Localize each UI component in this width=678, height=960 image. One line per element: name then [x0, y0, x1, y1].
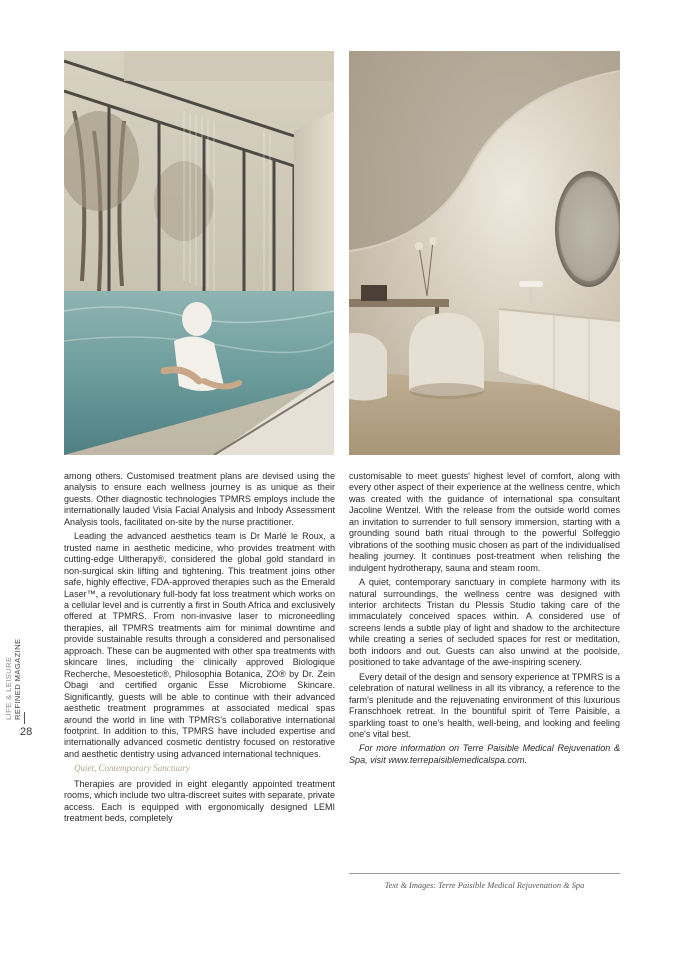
left-column — [64, 471, 335, 828]
magazine-name: REFINED MAGAZINE — [13, 638, 22, 720]
right-column — [349, 471, 620, 769]
paragraph: A quiet, contemporary sanctuary in complete harmony with its natural surroundings, the wellness centre was designed with interior architects Tristan du Plessis Studio taking care of the immaculately conceived spaces within. A considered use of screens lends a subtle play of light and shadow to the architecture while creating a series of secluded spaces for rest or meditation, both indoors and out. Guests can also unwind at the poolside, positioned to take advantage of the awe-inspiring scenery. — [349, 577, 620, 668]
paragraph: Leading the advanced aesthetics team is Dr Marlé le Roux, a trusted name in aesthetic medicine, who provides treatment with cutting-edge Ultherapy®, considered the global gold standard in non-surgical skin lifting and tightening. This treatment joins other safe, highly effective, FDA-approved therapies such as the Emerald Laser™, a revolutionary full-body fat loss treatment which works on a cellular level and is currently a first in South Africa and exclusively offered at TPMRS. From non-invasive laser to microneedling therapies, all TPMRS treatments aim for minimal downtime and provide sustainable results through a considered and personalised approach. These can be augmented with other spa treatments with skincare lines, including the clinically approved Biologique Recherche, Mesoestetic®, Philosophia Botanica, ZO® by Dr. Zein Obagi and certified organic Esse Microbiome Skincare. Significantly, guests will be able to continue with their advanced aesthetic treatment programmes at associated medical spas around the world in line with TPMRS's collaborative international footprint. In addition to this, TPMRS have included expertise and internationally advanced cosmetic dentistry focused on restorative and aesthetic dentistry using advanced international techniques. — [64, 531, 335, 759]
page-number: 28 — [20, 726, 33, 738]
paragraph: among others. Customised treatment plans are devised using the analysis to ensure each wellness journey is as unique as their guests. Other diagnostic technologies TPMRS employs include the internationally lauded Visia Facial Analysis and Inbody Assessment Analysis tools, facilitated on-site by the nurse practitioner. — [64, 471, 335, 527]
lounge-photo — [349, 51, 620, 455]
section-name: LIFE & LEISURE — [4, 656, 13, 720]
more-info-note: For more information on Terre Paisible Medical Rejuvenation & Spa, visit www.terrepaisiblemedicalspa.com. — [349, 743, 620, 765]
magazine-spine-label — [4, 610, 34, 720]
spine-divider — [24, 712, 25, 724]
section-subhead: Quiet, Contemporary Sanctuary — [74, 763, 190, 774]
image-credit: Text & Images: Terre Paisible Medical Rejuvenation & Spa — [384, 881, 585, 890]
paragraph: Therapies are provided in eight elegantly appointed treatment rooms, which include two ultra-discreet suites with separate, private access. Each is equipped with ergonomically designed LEMI treatment beds, completely — [64, 778, 335, 824]
credit-divider — [349, 873, 620, 874]
pool-photo — [64, 51, 334, 455]
paragraph: customisable to meet guests' highest level of comfort, along with every other aspect of their experience at the wellness centre, which was created with the guidance of international spa consultant Jacoline Wentzel. With the release from the outside world comes an invitation to surrender to full sensory immersion, starting with a grounding sound bath ritual through to the powerful Solfeggio vibrations of the soothing music chosen as part of the individualised healing journey. It continues post-treatment when relishing the indulgent hydrotherapy, sauna and steam room. — [349, 471, 620, 573]
paragraph: Every detail of the design and sensory experience at TPMRS is a celebration of natural wellness in all its vibrancy, a reference to the farm's plenitude and the rejuvenating environment of this luxurious Franschhoek retreat. In the bountiful spirit of Terre Paisible, a sparkling toast to one's health, well-being, and looking and feeling one's vital best. — [349, 671, 620, 739]
